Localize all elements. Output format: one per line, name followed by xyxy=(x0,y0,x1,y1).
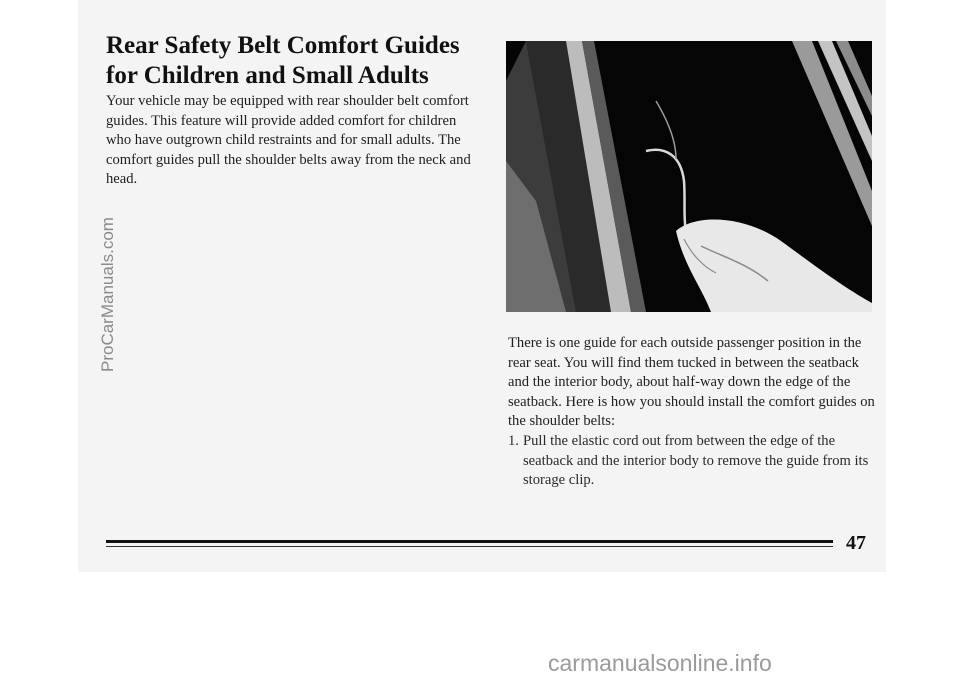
footer-rule-thick xyxy=(106,540,833,543)
intro-paragraph: Your vehicle may be equipped with rear shoulder belt comfort guides. This feature will provide added comfort for children who have outgrown child restraints and for small adults. The comfort guides pull the shoulder belts away from the neck and head. xyxy=(106,93,471,187)
step-item xyxy=(508,432,876,491)
step-text: Pull the elastic cord out from between the edge of the seatback and the interior body to remove the guide from its storage clip. xyxy=(523,433,869,488)
instruction-paragraph: There is one guide for each outside passenger position in the rear seat. You will find them tucked in between the seatback and the interior body, about half-way down the edge of the seatback. Here is how you should install the comfort guides on the shoulder belts: xyxy=(508,335,875,429)
page-number: 47 xyxy=(846,532,866,554)
step-number: 1. xyxy=(508,433,519,449)
side-watermark: ProCarManuals.com xyxy=(98,217,117,372)
bottom-watermark: carmanualsonline.info xyxy=(548,650,772,676)
page-title: Rear Safety Belt Comfort Guides for Children and Small Adults xyxy=(106,32,460,89)
seatbelt-guide-photo xyxy=(506,41,872,312)
footer-rule-thin xyxy=(106,546,833,547)
seatbelt-guide-illustration xyxy=(506,41,872,312)
